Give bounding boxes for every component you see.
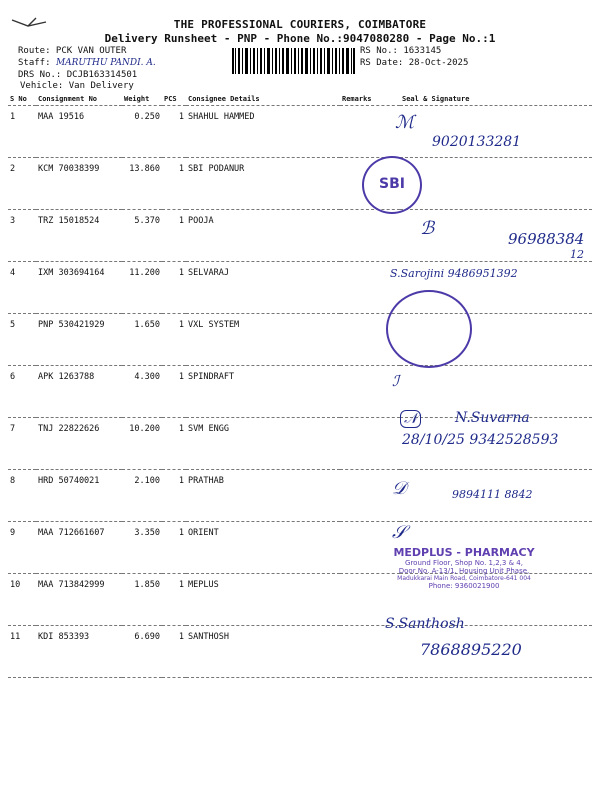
sno-cell: 1: [8, 106, 36, 158]
consignee-cell: SPINDRAFT: [186, 366, 340, 418]
sno-cell: 7: [8, 418, 36, 470]
pcs-cell: 1: [162, 418, 186, 470]
route-label: Route: PCK VAN OUTER: [18, 46, 127, 56]
signature-1-scribble: ℳ: [395, 112, 415, 133]
company-title: THE PROFESSIONAL COURIERS, COIMBATORE: [173, 18, 427, 31]
remarks-cell: [340, 106, 400, 158]
sno-cell: 4: [8, 262, 36, 314]
consignment-cell: HRD 50740021: [36, 470, 122, 522]
consignment-cell: TNJ 22822626: [36, 418, 122, 470]
col-sno: S No: [8, 93, 36, 106]
sno-cell: 6: [8, 366, 36, 418]
signature-3-scribble: ℬ: [420, 218, 435, 239]
rs-date-label: RS Date: 28-Oct-2025: [360, 58, 469, 68]
pcs-cell: 1: [162, 314, 186, 366]
sno-cell: 5: [8, 314, 36, 366]
signature-3-suffix: 12: [570, 248, 584, 261]
consignment-cell: PNP 530421929: [36, 314, 122, 366]
round-company-stamp: [386, 290, 472, 368]
consignee-cell: SHAHUL HAMMED: [186, 106, 340, 158]
consignment-cell: TRZ 15018524: [36, 210, 122, 262]
signature-8-phone: 9894111 8842: [452, 488, 533, 501]
pcs-cell: 1: [162, 262, 186, 314]
weight-cell: 2.100: [122, 470, 162, 522]
sno-cell: 2: [8, 158, 36, 210]
pcs-cell: 1: [162, 106, 186, 158]
weight-cell: 10.200: [122, 418, 162, 470]
remarks-cell: [340, 210, 400, 262]
weight-cell: 3.350: [122, 522, 162, 574]
col-remarks: Remarks: [340, 93, 400, 106]
signature-3-phone: 96988384: [508, 230, 585, 248]
table-header-row: [8, 93, 592, 106]
pcs-cell: 1: [162, 626, 186, 678]
consignment-cell: APK 1263788: [36, 366, 122, 418]
sno-cell: 10: [8, 574, 36, 626]
col-weight: Weight: [122, 93, 162, 106]
consignee-cell: MEPLUS: [186, 574, 340, 626]
signature-1-phone: 9020133281: [432, 134, 522, 150]
barcode: [232, 48, 356, 74]
pcs-cell: 1: [162, 522, 186, 574]
remarks-cell: [340, 418, 400, 470]
sno-cell: 11: [8, 626, 36, 678]
staff-name-handwritten: MARUTHU PANDI. A.: [55, 58, 156, 68]
signature-7-name: N.Suvarna: [455, 410, 530, 426]
consignment-table: [8, 93, 592, 678]
signature-11-phone: 7868895220: [420, 640, 522, 659]
consignment-cell: MAA 19516: [36, 106, 122, 158]
seal-cell: [400, 158, 592, 210]
signature-11-name: S.Santhosh: [385, 616, 465, 632]
weight-cell: 4.300: [122, 366, 162, 418]
col-consignment: Consignment No: [36, 93, 122, 106]
weight-cell: 1.650: [122, 314, 162, 366]
medplus-address-1: Ground Floor, Shop No. 1,2,3 & 4,: [405, 559, 523, 567]
rs-no-label: RS No.: 1633145: [360, 46, 442, 56]
pcs-cell: 1: [162, 574, 186, 626]
weight-cell: 5.370: [122, 210, 162, 262]
pcs-cell: 1: [162, 470, 186, 522]
consignee-cell: SBI PODANUR: [186, 158, 340, 210]
vehicle-label: Vehicle: Van Delivery: [20, 81, 134, 91]
sno-cell: 3: [8, 210, 36, 262]
col-pcs: PCS: [162, 93, 186, 106]
table-row: [8, 210, 592, 262]
sno-cell: 8: [8, 470, 36, 522]
medplus-name: MEDPLUS - PHARMACY: [393, 546, 535, 559]
consignment-cell: MAA 712661607: [36, 522, 122, 574]
col-seal: Seal & Signature: [400, 93, 592, 106]
medplus-stamp: [384, 546, 544, 590]
consignment-cell: MAA 713842999: [36, 574, 122, 626]
weight-cell: 13.860: [122, 158, 162, 210]
signature-8-scribble: 𝒟: [392, 478, 407, 499]
sno-cell: 9: [8, 522, 36, 574]
consignee-cell: SELVARAJ: [186, 262, 340, 314]
consignee-cell: SVM ENGG: [186, 418, 340, 470]
weight-cell: 11.200: [122, 262, 162, 314]
remarks-cell: [340, 470, 400, 522]
medplus-address-3: Madukkarai Main Road, Coimbatore-641 004: [397, 575, 531, 582]
sbi-stamp: SBI: [362, 156, 422, 214]
consignment-cell: IXM 303694164: [36, 262, 122, 314]
medplus-address-2: Door No. A-13/1, Housing Unit Phase,: [398, 567, 530, 575]
col-consignee: Consignee Details: [186, 93, 340, 106]
weight-cell: 1.850: [122, 574, 162, 626]
consignment-cell: KCM 70038399: [36, 158, 122, 210]
remarks-cell: [340, 366, 400, 418]
signature-7-scribble: 𝒩: [400, 410, 421, 428]
signature-9-scribble: 𝒮: [392, 522, 406, 543]
pcs-cell: 1: [162, 158, 186, 210]
remarks-cell: [340, 626, 400, 678]
pcs-cell: 1: [162, 210, 186, 262]
runsheet-title: Delivery Runsheet - PNP - Phone No.:9047080280 - Page No.:1: [104, 32, 496, 45]
signature-7-date-phone: 28/10/25 9342528593: [402, 432, 559, 448]
drs-label: DRS No.: DCJB163314501: [18, 70, 138, 80]
table-row: [8, 158, 592, 210]
weight-cell: 0.250: [122, 106, 162, 158]
medplus-phone: Phone: 9360021900: [428, 582, 500, 590]
consignee-cell: VXL SYSTEM: [186, 314, 340, 366]
consignee-cell: ORIENT: [186, 522, 340, 574]
consignee-cell: SANTHOSH: [186, 626, 340, 678]
pcs-cell: 1: [162, 366, 186, 418]
consignment-cell: KDI 853393: [36, 626, 122, 678]
table-row: [8, 314, 592, 366]
consignee-cell: POOJA: [186, 210, 340, 262]
signature-6-scribble: ℐ: [392, 372, 400, 390]
signature-4: S.Sarojini 9486951392: [390, 267, 518, 280]
consignee-cell: PRATHAB: [186, 470, 340, 522]
weight-cell: 6.690: [122, 626, 162, 678]
staff-label: Staff: MARUTHU PANDI. A.: [18, 58, 156, 68]
